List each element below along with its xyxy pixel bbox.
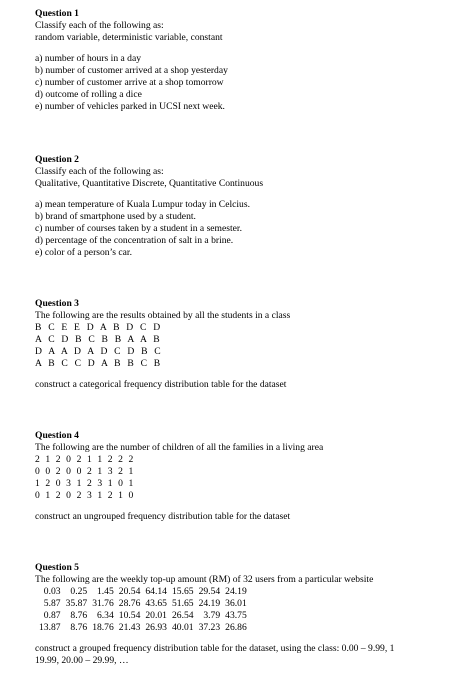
question-5-table-cell: 20.01 [145, 610, 167, 621]
question-1-categories: random variable, deterministic variable, constant [35, 32, 223, 43]
question-5-intro: The following are the weekly top-up amount (RM) of 32 users from a particular website [35, 574, 374, 585]
question-5-task-continued: 19.99, 20.00 – 29.99, … [35, 655, 129, 666]
question-3-data-row: A B C C D A B B C B [35, 358, 163, 369]
question-2-categories: Qualitative, Quantitative Discrete, Quantitative Continuous [35, 178, 264, 189]
question-4 [35, 430, 460, 523]
question-3-task: construct a categorical frequency distribution table for the dataset [35, 379, 287, 390]
question-5-table-cell: 43.65 [145, 598, 167, 609]
question-5-table-cell: 8.76 [70, 610, 88, 621]
question-2-item-e: e) color of a person’s car. [35, 247, 132, 258]
question-5-table-cell: 20.54 [118, 586, 141, 597]
question-4-data-row: 2 1 2 0 2 1 1 2 2 2 [35, 454, 135, 465]
question-5-table-cell: 6.34 [96, 610, 114, 621]
question-5-table-cell: 15.65 [171, 586, 194, 597]
question-2 [35, 154, 460, 259]
question-2-instruction: Classify each of the following as: [35, 166, 164, 177]
question-2-item-b: b) brand of smartphone used by a student. [35, 211, 196, 222]
question-5 [35, 562, 463, 667]
question-5-table-cell: 24.19 [225, 586, 247, 597]
question-3-data-row: D A A D A D C D B C [35, 346, 163, 357]
question-5-table-row [39, 610, 252, 622]
question-1-instruction: Classify each of the following as: [35, 20, 164, 31]
question-5-table-cell: 3.79 [203, 610, 221, 621]
question-5-table-cell: 64.14 [145, 586, 167, 597]
question-5-table-cell: 1.45 [96, 586, 114, 597]
question-5-table-cell: 35.87 [65, 598, 88, 609]
question-1-item-c: c) number of customer arrive at a shop tomorrow [35, 77, 224, 88]
question-5-table-row [39, 622, 252, 634]
question-5-table-cell: 24.19 [198, 598, 221, 609]
question-5-table-cell: 21.43 [118, 622, 141, 633]
question-3-data-row: B C E E D A B D C D [35, 322, 163, 333]
question-2-item-c: c) number of courses taken by a student in a semester. [35, 223, 243, 234]
question-2-title: Question 2 [35, 154, 79, 165]
question-5-table-cell: 28.76 [118, 598, 141, 609]
question-4-intro: The following are the number of children of all the families in a living area [35, 442, 324, 453]
question-1-title: Question 1 [35, 8, 79, 19]
question-5-table-cell: 43.75 [225, 610, 247, 621]
question-1-item-d: d) outcome of rolling a dice [35, 89, 142, 100]
question-3 [35, 298, 460, 391]
question-5-table-cell: 0.03 [43, 586, 61, 597]
question-5-table-row [39, 598, 252, 610]
question-1 [35, 8, 460, 113]
question-5-task: construct a grouped frequency distribution table for the dataset, using the class: 0.00 – 9.99, 1 [35, 643, 395, 654]
question-2-item-a: a) mean temperature of Kuala Lumpur today in Celcius. [35, 199, 250, 210]
question-5-table-row [39, 586, 252, 598]
question-1-item-a: a) number of hours in a day [35, 53, 142, 64]
question-5-table-cell: 26.86 [225, 622, 247, 633]
question-3-data-row: A C D B C B B A A B [35, 334, 162, 345]
question-3-title: Question 3 [35, 298, 79, 309]
question-5-table-cell: 51.65 [171, 598, 194, 609]
question-1-item-e: e) number of vehicles parked in UCSI next week. [35, 101, 225, 112]
question-5-table-cell: 0.87 [43, 610, 61, 621]
question-5-title: Question 5 [35, 562, 79, 573]
question-5-table-cell: 36.01 [225, 598, 247, 609]
question-5-table-cell: 29.54 [198, 586, 221, 597]
question-5-table-cell: 5.87 [43, 598, 61, 609]
question-5-data-table [39, 586, 252, 634]
question-2-item-d: d) percentage of the concentration of salt in a brine. [35, 235, 234, 246]
question-4-title: Question 4 [35, 430, 79, 441]
question-5-table-cell: 37.23 [198, 622, 221, 633]
question-5-table-cell: 0.25 [70, 586, 88, 597]
question-5-table-cell: 18.76 [92, 622, 114, 633]
question-5-table-cell: 40.01 [171, 622, 194, 633]
question-4-data-row: 0 1 2 0 2 3 1 2 1 0 [35, 490, 135, 501]
question-5-table-cell: 13.87 [39, 622, 61, 633]
question-1-item-b: b) number of customer arrived at a shop yesterday [35, 65, 228, 76]
question-5-table-cell: 31.76 [92, 598, 114, 609]
question-4-data-row: 1 2 0 3 1 2 3 1 0 1 [35, 478, 135, 489]
question-5-table-cell: 26.93 [145, 622, 167, 633]
question-5-table-cell: 10.54 [118, 610, 141, 621]
question-4-data-row: 0 0 2 0 0 2 1 3 2 1 [35, 466, 135, 477]
question-3-intro: The following are the results obtained by all the students in a class [35, 310, 291, 321]
question-5-table-cell: 8.76 [70, 622, 88, 633]
question-5-table-cell: 26.54 [171, 610, 194, 621]
question-4-task: construct an ungrouped frequency distribution table for the dataset [35, 511, 291, 522]
